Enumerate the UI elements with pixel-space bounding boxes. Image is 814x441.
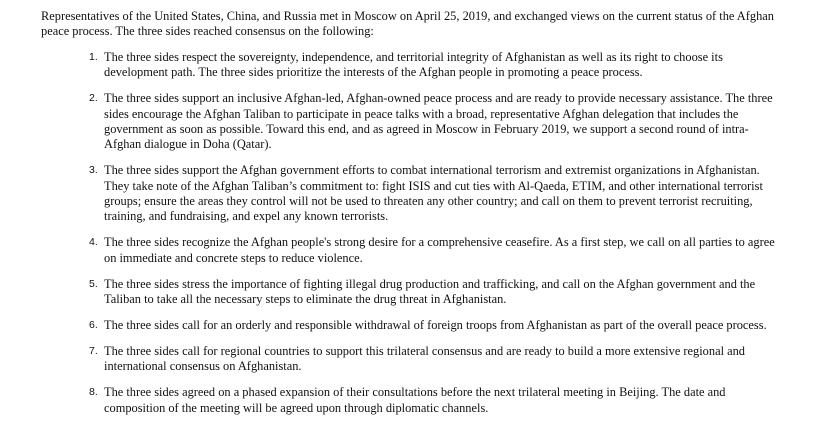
list-item [89, 235, 781, 266]
list-item [89, 318, 781, 333]
list-item [89, 163, 781, 225]
item-text: The three sides call for an orderly and responsible withdrawal of foreign troops from Afghanistan as part of the overall peace process. [104, 318, 767, 332]
list-item [89, 344, 781, 375]
item-text: The three sides recognize the Afghan people's strong desire for a comprehensive ceasefire. As a first step, we call on all parties to agree on immediate and concrete steps to reduce violence. [104, 235, 775, 265]
list-item [89, 50, 781, 81]
item-number: 3. [89, 164, 98, 177]
item-text: The three sides respect the sovereignty, independence, and territorial integrity of Afghanistan as well as its right to choose its development path. The three sides prioritize the interests of the Afghan people in promoting a peace process. [104, 49, 723, 80]
item-number: 4. [89, 236, 98, 249]
list-item [89, 91, 781, 153]
item-text: The three sides agreed on a phased expansion of their consultations before the next trilateral meeting in Beijing. The date and composition of the meeting will be agreed upon through diplomatic channels. [104, 385, 726, 415]
item-text: The three sides call for regional countries to support this trilateral consensus and are ready to build a more extensive regional and international consensus on Afghanistan. [104, 343, 746, 374]
item-number: 1. [89, 50, 98, 63]
item-text: The three sides support an inclusive Afghan-led, Afghan-owned peace process and are ready to provide necessary assistance. The three sides encourage the Afghan Taliban to participate in peace talks with a broad, representative Afghan delegation that includes the government as soon as possible. Toward this end, and as agreed in Moscow in February 2019, we support a second round of intra-Afghan dialogue in Doha (Qatar). [104, 91, 773, 152]
consensus-list [41, 50, 781, 416]
list-item [89, 277, 781, 308]
item-number: 2. [89, 92, 98, 105]
item-number: 6. [89, 319, 98, 331]
item-number: 8. [89, 386, 98, 399]
item-text: The three sides stress the importance of fighting illegal drug production and trafficking, and call on the Afghan government and the Taliban to take all the necessary steps to eliminate the drug threat in Afghanistan. [104, 276, 756, 307]
list-item [89, 385, 781, 416]
document-page [41, 9, 781, 427]
item-text: The three sides support the Afghan government efforts to combat international terrorism and extremist organizations in Afghanistan. They take note of the Afghan Taliban’s commitment to: fight ISIS and cut ties with Al-Qaeda, ETIM, and other international terrorist groups; ensure the areas they control will not be used to threaten any other country; and call on them to prevent terrorist recruiting, training, and fundraising, and expel any known terrorists. [104, 163, 763, 224]
item-number: 7. [89, 344, 98, 357]
intro-paragraph: Representatives of the United States, China, and Russia met in Moscow on April 25, 2019, and exchanged views on the current status of the Afghan peace process. The three sides reached consensus on the following: [41, 9, 774, 39]
item-number: 5. [89, 277, 98, 290]
